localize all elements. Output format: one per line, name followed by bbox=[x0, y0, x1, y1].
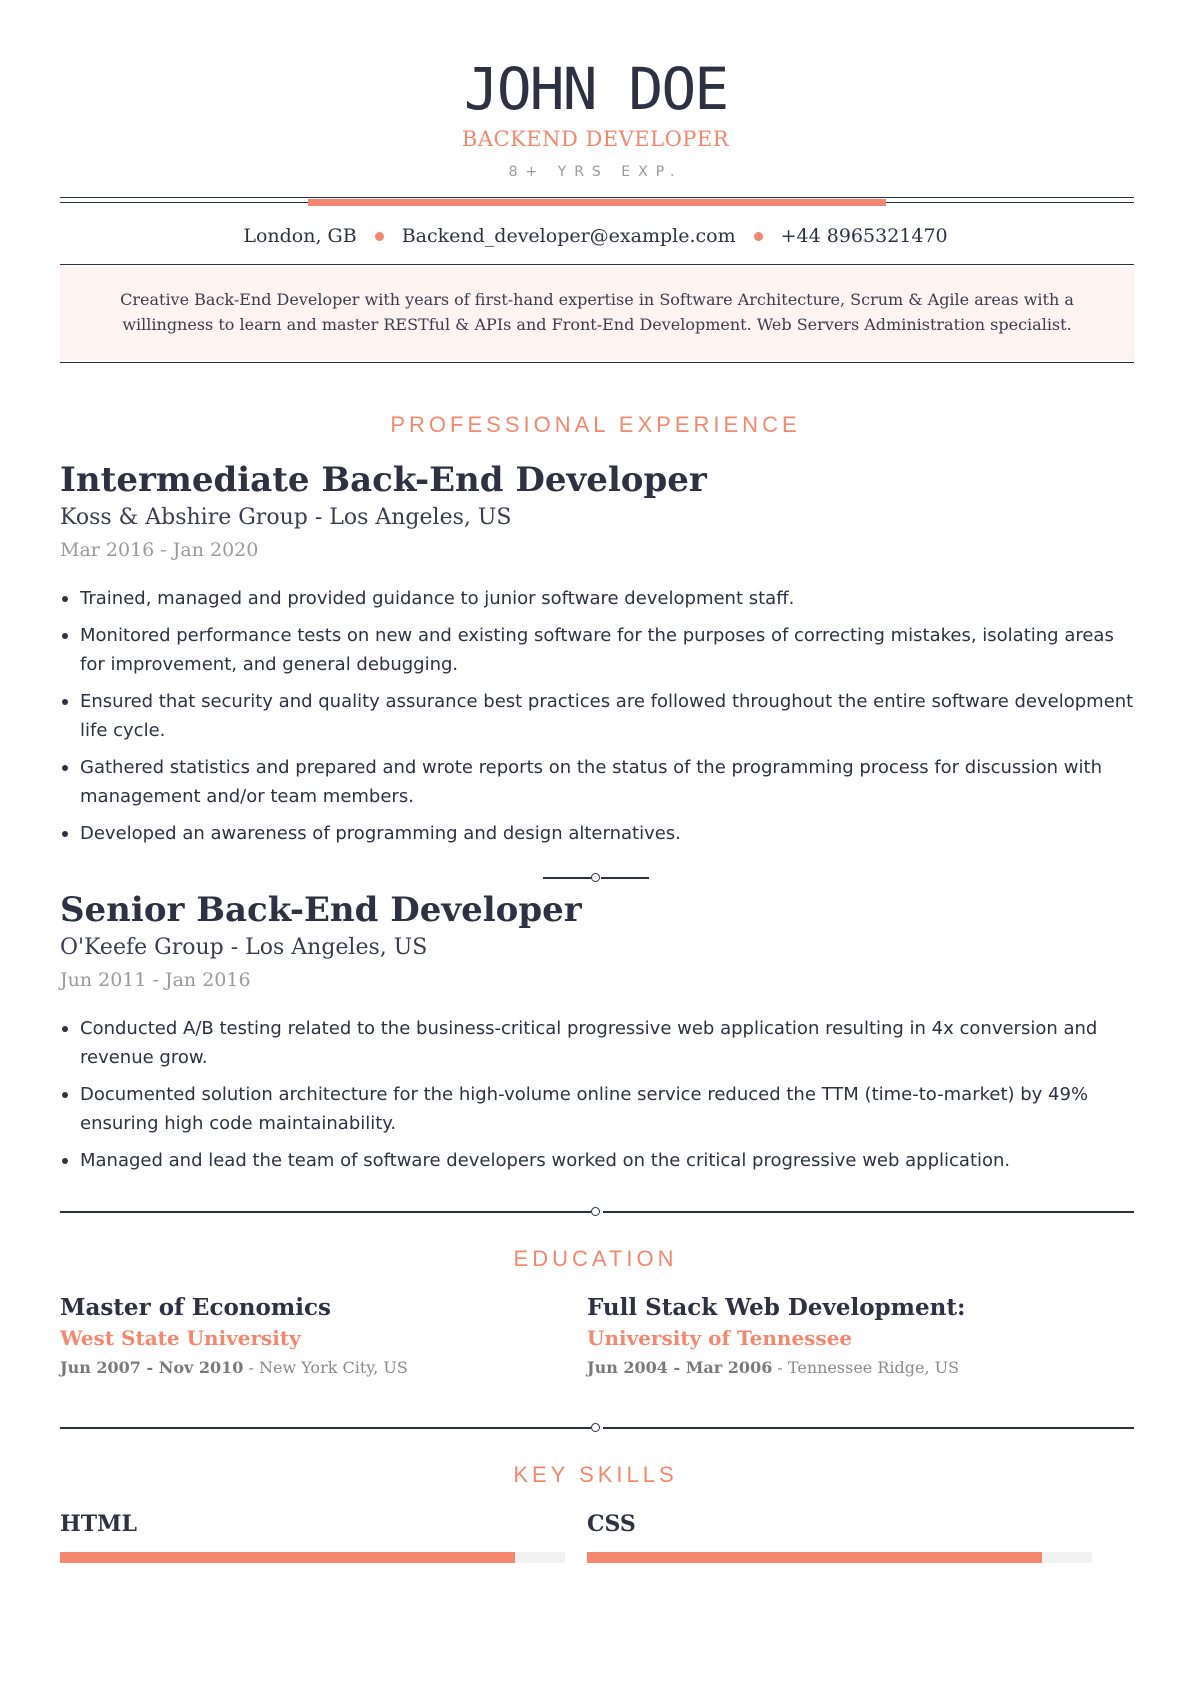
candidate-name: JOHN DOE bbox=[463, 55, 728, 123]
header-rule-top bbox=[60, 197, 1134, 198]
header-accent-bar bbox=[308, 199, 886, 206]
list-item: Monitored performance tests on new and existing software for the purposes of correcting mistakes, isolating areas for improvement, and general debugging. bbox=[60, 621, 1134, 679]
skill-bar-fill bbox=[587, 1552, 1042, 1563]
school: West State University bbox=[60, 1326, 301, 1350]
section-divider bbox=[60, 1206, 1134, 1218]
list-item: Conducted A/B testing related to the business-critical progressive web application resulting in 4x conversion and revenue grow. bbox=[60, 1014, 1134, 1072]
list-item: Documented solution architecture for the high-volume online service reduced the TTM (time-to-market) by 49% ensuring high code maintainability. bbox=[60, 1080, 1134, 1138]
skill-name: HTML bbox=[60, 1511, 137, 1537]
education-location: - New York City, US bbox=[248, 1358, 408, 1377]
job-bullets bbox=[60, 584, 1134, 848]
experience-years: 8+ YRS EXP. bbox=[508, 164, 683, 180]
education-dates: Jun 2004 - Mar 2006 bbox=[587, 1358, 773, 1377]
experience-item bbox=[60, 460, 1134, 856]
list-item: Ensured that security and quality assurance best practices are followed throughout the entire software development life cycle. bbox=[60, 687, 1134, 745]
job-position: Intermediate Back-End Developer bbox=[60, 460, 707, 500]
section-divider bbox=[60, 1422, 1134, 1434]
contact-location: London, GB bbox=[243, 225, 357, 247]
contact-bar bbox=[0, 222, 1191, 250]
summary-rule-bottom bbox=[60, 362, 1134, 363]
education-item bbox=[587, 1294, 1107, 1379]
education-item bbox=[60, 1294, 580, 1379]
job-dates: Mar 2016 - Jan 2020 bbox=[60, 539, 259, 561]
section-title-education: EDUCATION bbox=[513, 1246, 678, 1271]
degree: Full Stack Web Development: bbox=[587, 1294, 966, 1321]
school: University of Tennessee bbox=[587, 1326, 853, 1350]
job-company: O'Keefe Group - Los Angeles, US bbox=[60, 935, 428, 960]
experience-item bbox=[60, 890, 1134, 1183]
section-title-experience: PROFESSIONAL EXPERIENCE bbox=[390, 412, 801, 437]
skill-bar bbox=[60, 1552, 565, 1563]
list-item: Gathered statistics and prepared and wrote reports on the status of the programming process for discussion with management and/or team members. bbox=[60, 753, 1134, 811]
job-bullets bbox=[60, 1014, 1134, 1175]
list-item: Trained, managed and provided guidance to junior software development staff. bbox=[60, 584, 1134, 613]
job-title: BACKEND DEVELOPER bbox=[461, 127, 730, 151]
job-position: Senior Back-End Developer bbox=[60, 890, 582, 930]
contact-email[interactable]: Backend_developer@example.com bbox=[401, 225, 736, 247]
summary: Creative Back-End Developer with years of first-hand expertise in Software Architecture, Scrum & Agile areas with a willingness to learn and master RESTful & APIs and Front-End Development. Web Servers Administration specialist. bbox=[60, 267, 1134, 360]
section-title-skills: KEY SKILLS bbox=[513, 1462, 678, 1487]
summary-rule-top bbox=[60, 264, 1134, 265]
degree: Master of Economics bbox=[60, 1294, 331, 1321]
skill-bar-fill bbox=[60, 1552, 515, 1563]
job-dates: Jun 2011 - Jan 2016 bbox=[60, 969, 251, 991]
separator-dot bbox=[375, 232, 384, 241]
job-company: Koss & Abshire Group - Los Angeles, US bbox=[60, 505, 512, 530]
skill-name: CSS bbox=[587, 1511, 636, 1537]
separator-dot bbox=[754, 232, 763, 241]
contact-phone[interactable]: +44 8965321470 bbox=[780, 225, 948, 247]
skill-item bbox=[587, 1510, 1092, 1563]
list-item: Managed and lead the team of software developers worked on the critical progressive web application. bbox=[60, 1146, 1134, 1175]
list-item: Developed an awareness of programming and design alternatives. bbox=[60, 819, 1134, 848]
education-meta bbox=[60, 1357, 580, 1379]
education-dates: Jun 2007 - Nov 2010 bbox=[60, 1358, 244, 1377]
skill-item bbox=[60, 1510, 565, 1563]
education-meta bbox=[587, 1357, 1107, 1379]
skill-bar bbox=[587, 1552, 1092, 1563]
education-location: - Tennessee Ridge, US bbox=[777, 1358, 960, 1377]
job-divider bbox=[543, 872, 649, 884]
